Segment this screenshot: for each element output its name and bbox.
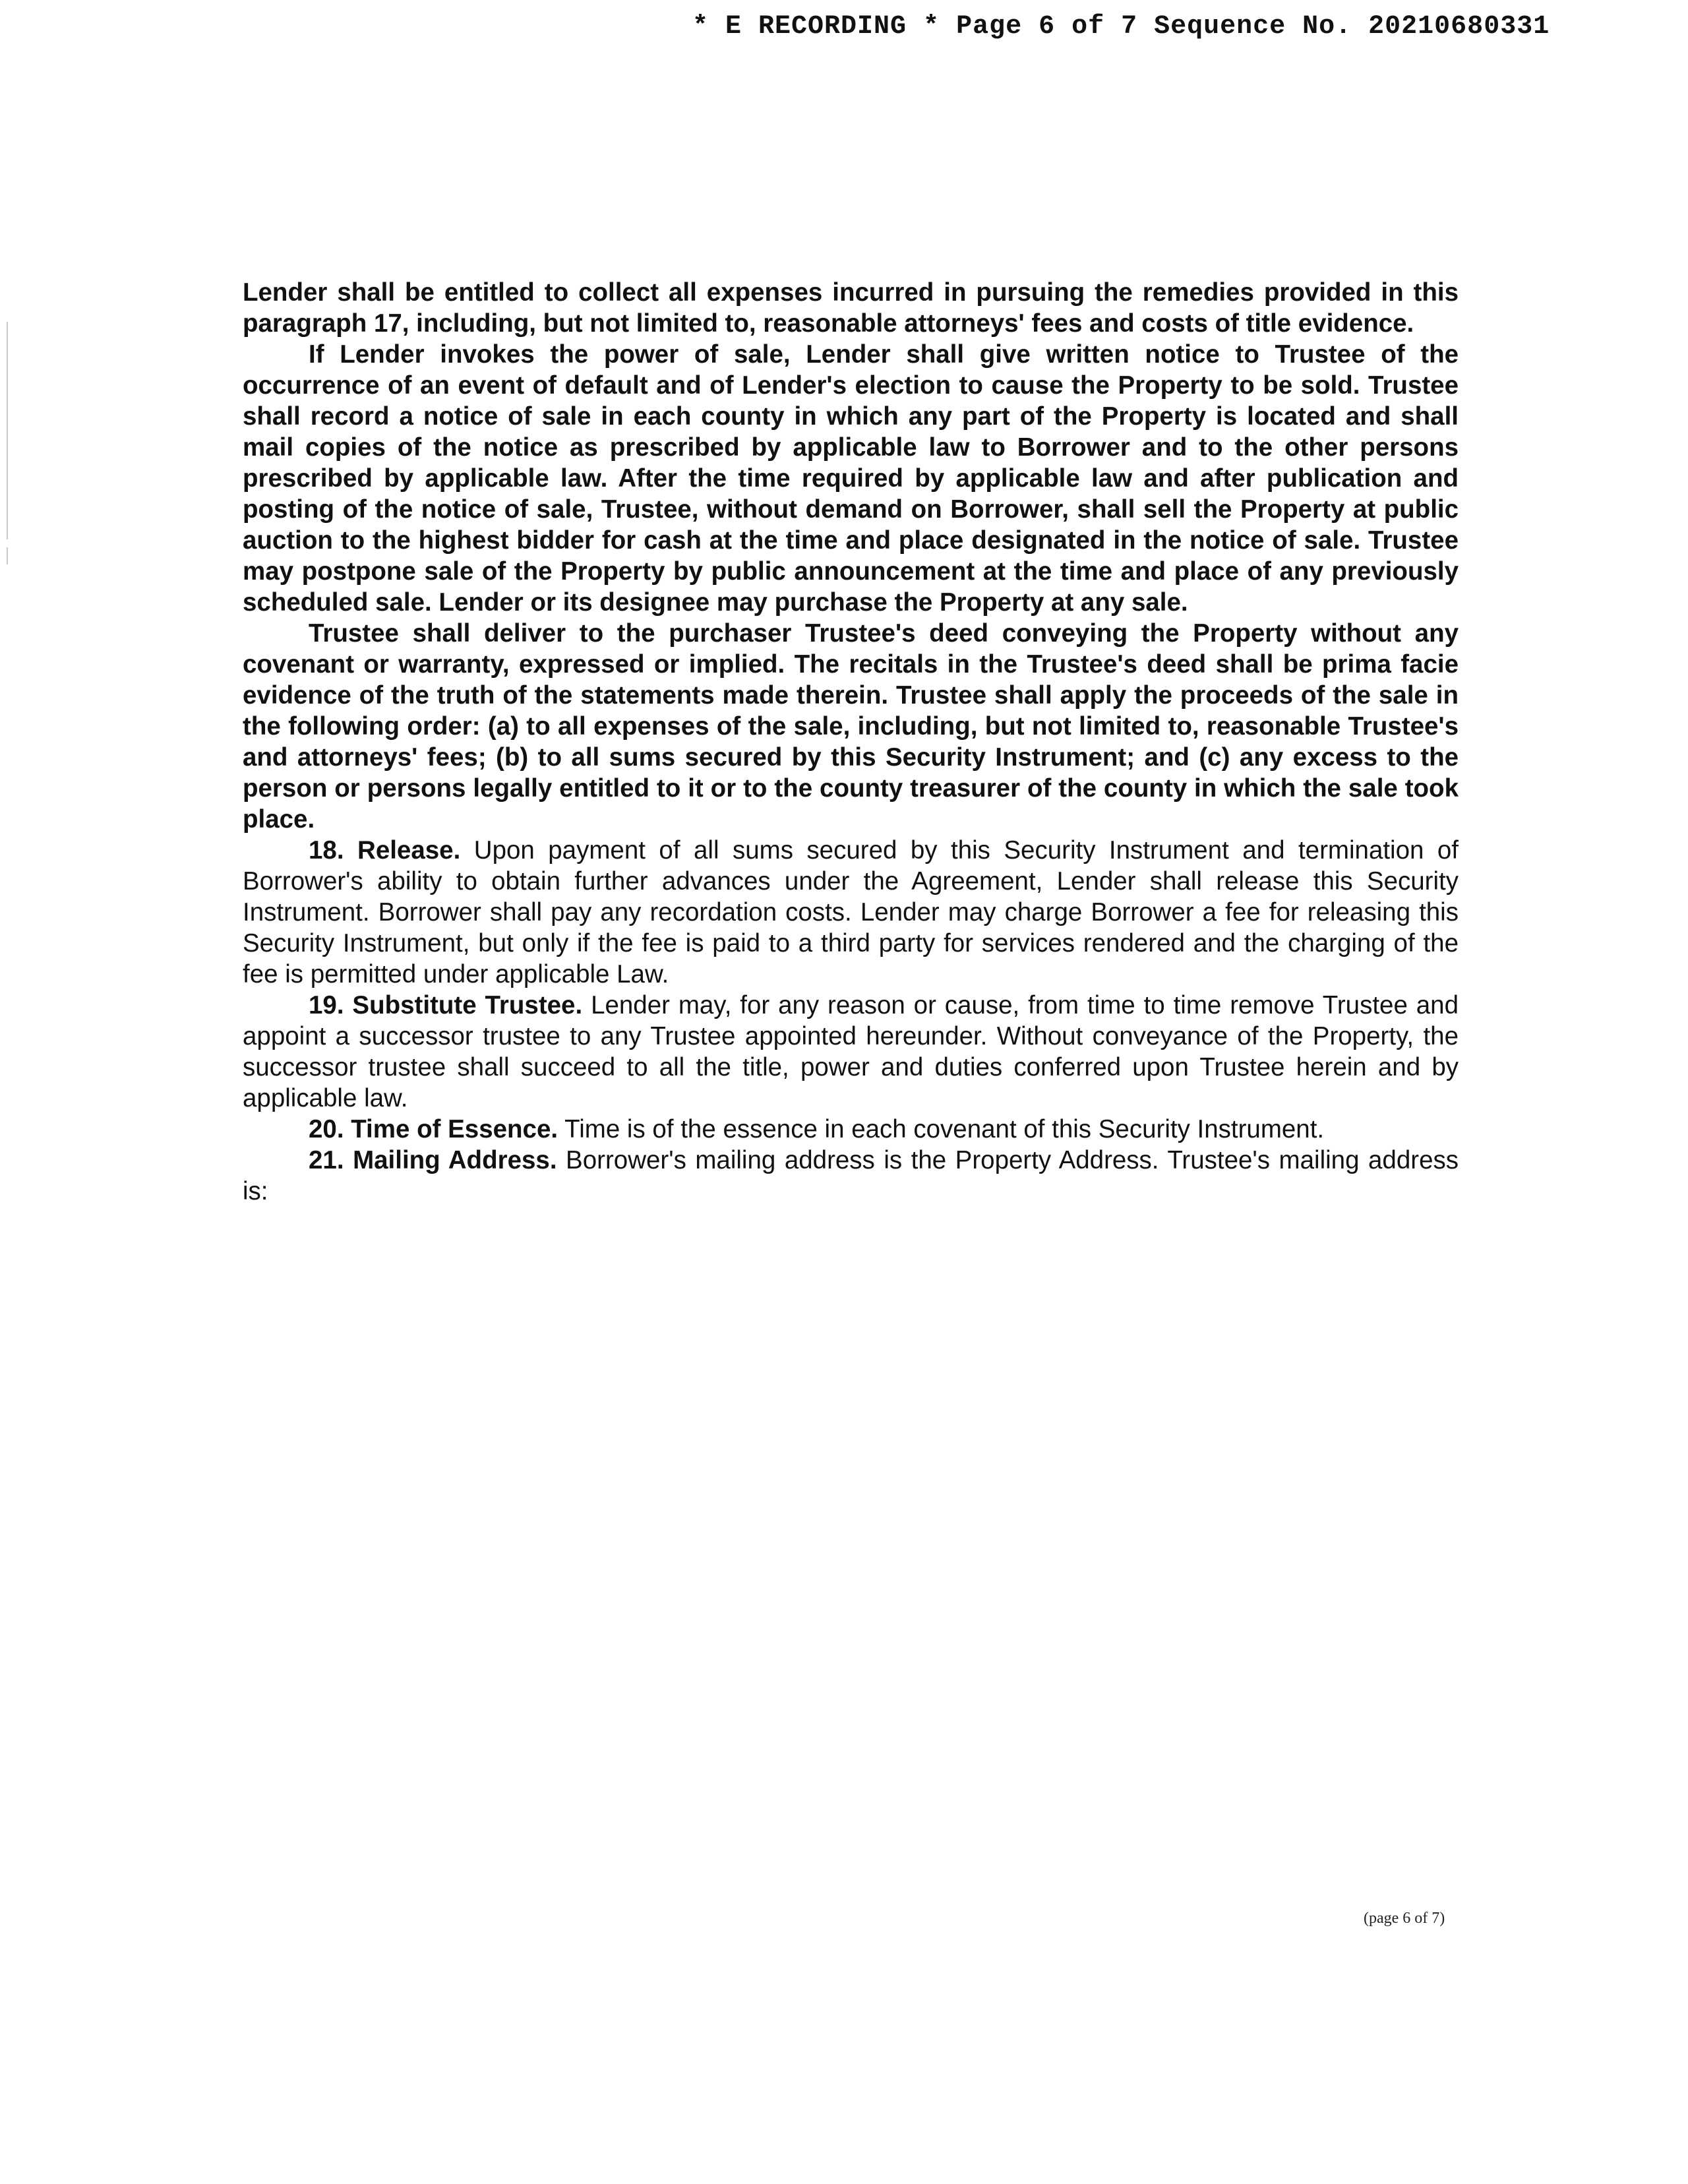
section-text: Borrower's mailing address is the Property Address. Trustee's mailing address is:: [243, 1146, 1459, 1205]
recording-stamp: * E RECORDING * Page 6 of 7 Sequence No. 20210680331: [692, 12, 1550, 42]
paragraph-trustee-deed: Trustee shall deliver to the purchaser Trustee's deed conveying the Property without any covenant or warranty, expressed or implied. The recitals in the Trustee's deed shall be prima facie evidence of the truth of the statements made therein. Trustee shall apply the proceeds of the sale in the following order: (a) to all expenses of the sale, including, but not limited to, reasonable Trustee's and attorneys' fees; (b) to all sums secured by this Security Instrument; and (c) any excess to the person or persons legally entitled to it or to the county treasurer of the county in which the sale took place.: [243, 619, 1459, 834]
section-number: 20.: [309, 1115, 344, 1143]
section-title: Time of Essence.: [351, 1115, 558, 1143]
section-19-substitute-trustee: [243, 990, 1459, 1114]
paragraph-power-of-sale: If Lender invokes the power of sale, Lender shall give written notice to Trustee of the occurrence of an event of default and of Lender's election to cause the Property to be sold. Trustee shall record a notice of sale in each county in which any part of the Property is located and shall mail copies of the notice as prescribed by applicable law to Borrower and to the other persons prescribed by applicable law. After the time required by applicable law and after publication and posting of the notice of sale, Trustee, without demand on Borrower, shall sell the Property at public auction to the highest bidder for cash at the time and place designated in the notice of sale. Trustee may postpone sale of the Property by public announcement at the time and place of any previously scheduled sale. Lender or its designee may purchase the Property at any sale.: [243, 340, 1459, 617]
section-text: Lender may, for any reason or cause, from time to time remove Trustee and appoint a successor trustee to any Trustee appointed hereunder. Without conveyance of the Property, the successor trustee shall succeed to all the title, power and duties conferred upon Trustee herein and by applicable law.: [243, 991, 1459, 1112]
section-number: 18.: [309, 836, 344, 864]
section-number: 21.: [309, 1146, 344, 1174]
scan-margin-mark: [7, 547, 8, 564]
section-title: Substitute Trustee.: [352, 991, 583, 1019]
section-20-time-of-essence: [243, 1114, 1459, 1145]
page-number: (page 6 of 7): [1364, 1910, 1445, 1927]
document-body: [243, 277, 1459, 1207]
section-text: Upon payment of all sums secured by this Security Instrument and termination of Borrower's ability to obtain further advances under the Agreement, Lender shall release this Security Instrument. Borrower shall pay any recordation costs. Lender may charge Borrower a fee for releasing this Security Instrument, but only if the fee is paid to a third party for services rendered and the charging of the fee is permitted under applicable Law.: [243, 836, 1459, 988]
section-title: Release.: [357, 836, 461, 864]
section-number: 19.: [309, 991, 344, 1019]
paragraph-expenses: Lender shall be entitled to collect all expenses incurred in pursuing the remedies provided in this paragraph 17, including, but not limited to, reasonable attorneys' fees and costs of title evidence.: [243, 278, 1459, 338]
section-text: Time is of the essence in each covenant of this Security Instrument.: [564, 1115, 1325, 1143]
scan-margin-mark: [7, 322, 8, 539]
section-title: Mailing Address.: [353, 1146, 557, 1174]
section-18-release: [243, 835, 1459, 990]
section-21-mailing-address: [243, 1145, 1459, 1207]
